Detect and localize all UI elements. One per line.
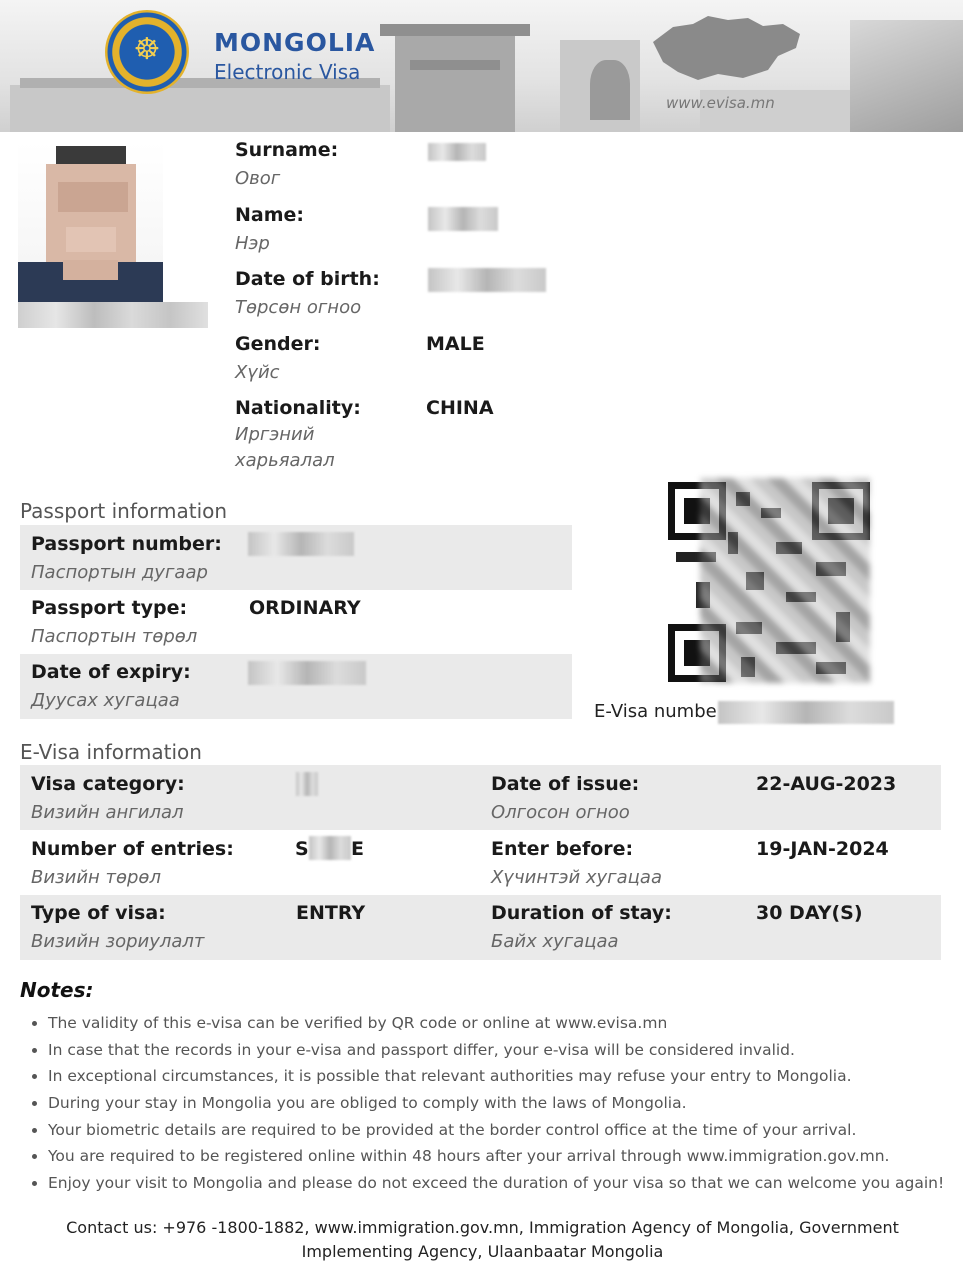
qr-code-redaction — [700, 478, 870, 683]
evisa-number-value — [718, 701, 894, 724]
date-of-issue-label: Date of issue: — [491, 773, 640, 795]
header-subtitle: Electronic Visa — [214, 60, 361, 84]
name-label-mn: Нэр — [235, 233, 270, 254]
entries-value-redacted — [309, 836, 351, 860]
note-item: • Your biometric details are required to be provided at the border control office at the time of your arrival. — [48, 1117, 958, 1144]
header-website: www.evisa.mn — [666, 94, 775, 112]
entries-label-mn: Визийн төрөл — [31, 867, 161, 888]
name-label: Name: — [235, 204, 305, 226]
passport-expiry-label: Date of expiry: — [31, 661, 191, 683]
entries-value-end: E — [351, 838, 364, 860]
contact-footer: Contact us: +976 -1800-1882, www.immigration.gov.mn, Immigration Agency of Mongolia, Government Implementing Agency, Ulaanbaatar Mongolia — [66, 1218, 899, 1261]
nationality-label: Nationality: — [235, 397, 361, 419]
gender-label-mn: Хүйс — [235, 362, 280, 383]
passport-expiry-value — [248, 661, 366, 685]
passport-number-value — [248, 532, 354, 556]
passport-number-label: Passport number: — [31, 533, 222, 555]
surname-label: Surname: — [235, 139, 339, 161]
duration-label: Duration of stay: — [491, 902, 672, 924]
date-of-issue-value: 22-AUG-2023 — [756, 773, 897, 795]
evisa-number-label: E-Visa numbe — [594, 701, 717, 722]
surname-value — [428, 143, 486, 161]
visa-category-label: Visa category: — [31, 773, 185, 795]
gender-value: MALE — [426, 333, 485, 355]
dob-label: Date of birth: — [235, 268, 380, 290]
notes-title: Notes: — [20, 978, 94, 1002]
enter-before-label: Enter before: — [491, 838, 634, 860]
photo-caption-redacted — [18, 302, 208, 328]
entries-value-start: S — [295, 838, 309, 860]
passport-type-label: Passport type: — [31, 597, 188, 619]
entries-label: Number of entries: — [31, 838, 234, 860]
note-item: • Enjoy your visit to Mongolia and please do not exceed the duration of your visa so that we can welcome you again! — [48, 1170, 958, 1197]
passport-type-value: ORDINARY — [249, 597, 361, 619]
visa-category-label-mn: Визийн ангилал — [31, 802, 184, 823]
notes-list — [24, 1010, 958, 1197]
note-item: • In case that the records in your e-visa and passport differ, your e-visa will be considered invalid. — [48, 1037, 958, 1064]
evisa-section-title: E-Visa information — [20, 740, 202, 764]
gender-label: Gender: — [235, 333, 321, 355]
note-item: • The validity of this e-visa can be verified by QR code or online at www.evisa.mn — [48, 1010, 958, 1037]
enter-before-value: 19-JAN-2024 — [756, 838, 889, 860]
note-item: • In exceptional circumstances, it is possible that relevant authorities may refuse your entry to Mongolia. — [48, 1063, 958, 1090]
date-of-issue-label-mn: Олгосон огноо — [491, 802, 630, 823]
note-item: • You are required to be registered online within 48 hours after your arrival through www.immigration.gov.mn. — [48, 1143, 958, 1170]
nationality-label-mn-2: харьяалал — [235, 450, 335, 471]
surname-label-mn: Овог — [235, 168, 281, 189]
visa-type-value: ENTRY — [296, 902, 366, 924]
passport-section-title: Passport information — [20, 499, 228, 523]
header-title: MONGOLIA — [214, 28, 376, 57]
nationality-value: CHINA — [426, 397, 494, 419]
visa-type-label-mn: Визийн зориулалт — [31, 931, 205, 952]
passport-type-label-mn: Паспортын төрөл — [31, 626, 198, 647]
passport-number-label-mn: Паспортын дугаар — [31, 562, 208, 583]
passport-expiry-label-mn: Дуусах хугацаа — [31, 690, 180, 711]
mongolia-map-icon — [648, 12, 808, 87]
dob-label-mn: Төрсөн огноо — [235, 297, 362, 318]
enter-before-label-mn: Хүчинтэй хугацаа — [491, 867, 662, 888]
duration-label-mn: Байх хугацаа — [491, 931, 619, 952]
nationality-label-mn-1: Иргэний — [235, 424, 315, 445]
soyombo-icon: ☸ — [133, 32, 161, 67]
visa-type-label: Type of visa: — [31, 902, 166, 924]
applicant-photo — [18, 142, 163, 304]
note-item: • During your stay in Mongolia you are obliged to comply with the laws of Mongolia. — [48, 1090, 958, 1117]
visa-category-value — [296, 772, 318, 796]
dob-value — [428, 268, 546, 292]
duration-value: 30 DAY(S) — [756, 902, 863, 924]
name-value — [428, 207, 498, 231]
